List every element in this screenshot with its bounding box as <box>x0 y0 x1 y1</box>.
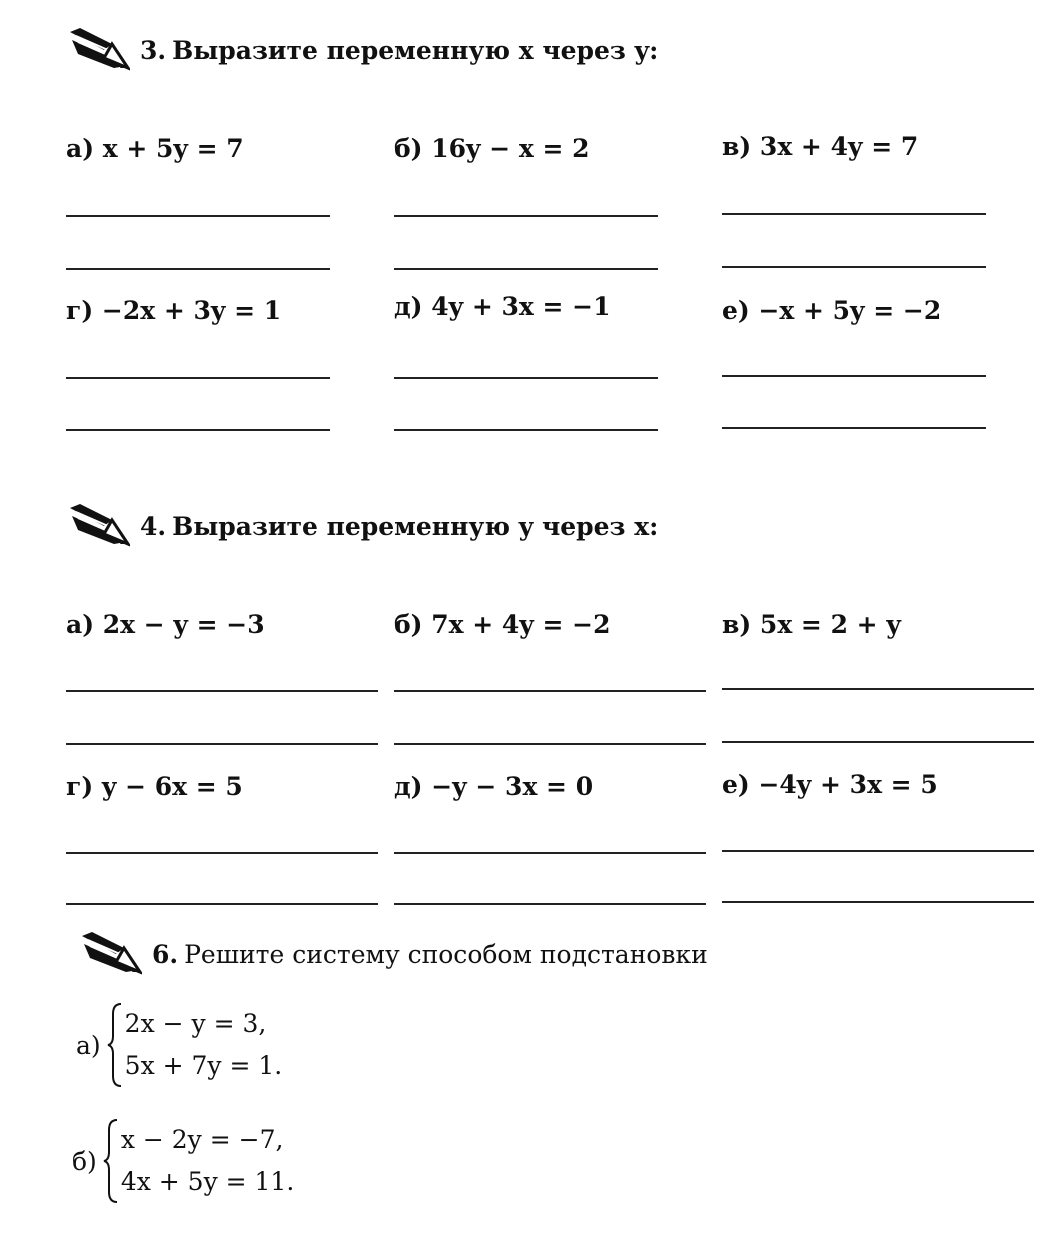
task3-title: Выразите переменную x через y: <box>172 35 659 65</box>
answer-line[interactable] <box>394 852 706 854</box>
task6-system-b <box>72 1118 294 1204</box>
answer-line[interactable] <box>722 850 1034 852</box>
task4-title: Выразите переменную y через x: <box>172 511 659 541</box>
pencil-icon <box>68 504 130 548</box>
task6-system-a <box>76 1002 282 1088</box>
answer-line[interactable] <box>66 377 330 379</box>
task4-item-b: б) 7x + 4y = −2 <box>394 610 611 639</box>
answer-line[interactable] <box>394 215 658 217</box>
system-equation: 5x + 7y = 1. <box>124 1051 283 1080</box>
system-equations <box>121 1125 294 1197</box>
task4-item-d: д) −y − 3x = 0 <box>394 772 594 801</box>
pencil-icon <box>80 932 142 976</box>
task6-title: Решите систему способом подстановки <box>184 939 708 969</box>
system-equation: x − 2y = −7, <box>120 1125 284 1154</box>
task3-item-a: а) x + 5y = 7 <box>66 134 244 163</box>
answer-line[interactable] <box>394 429 658 431</box>
answer-line[interactable] <box>66 852 378 854</box>
answer-line[interactable] <box>722 688 1034 690</box>
system-label: а) <box>76 1030 101 1060</box>
task3-item-v: в) 3x + 4y = 7 <box>722 132 919 161</box>
answer-line[interactable] <box>722 213 986 215</box>
system-equation: 2x − y = 3, <box>124 1009 267 1038</box>
answer-line[interactable] <box>722 901 1034 903</box>
answer-line[interactable] <box>66 429 330 431</box>
task3-number: 3. <box>140 35 167 65</box>
answer-line[interactable] <box>394 743 706 745</box>
task3-item-b: б) 16y − x = 2 <box>394 134 590 163</box>
task4-number: 4. <box>140 511 167 541</box>
system-label: б) <box>72 1146 97 1176</box>
task6-heading <box>80 932 708 976</box>
answer-line[interactable] <box>722 266 986 268</box>
answer-line[interactable] <box>394 268 658 270</box>
task4-heading <box>68 504 658 548</box>
answer-line[interactable] <box>722 375 986 377</box>
task3-item-d: д) 4y + 3x = −1 <box>394 292 611 321</box>
answer-line[interactable] <box>394 377 658 379</box>
task4-item-g: г) y − 6x = 5 <box>66 772 243 801</box>
answer-line[interactable] <box>394 690 706 692</box>
task4-item-e: е) −4y + 3x = 5 <box>722 770 938 799</box>
task4-item-a: а) 2x − y = −3 <box>66 610 265 639</box>
curly-brace-icon <box>103 1118 119 1204</box>
answer-line[interactable] <box>722 741 1034 743</box>
answer-line[interactable] <box>66 743 378 745</box>
system-equations <box>125 1009 283 1081</box>
answer-line[interactable] <box>66 690 378 692</box>
answer-line[interactable] <box>66 215 330 217</box>
task3-item-g: г) −2x + 3y = 1 <box>66 296 282 325</box>
task4-item-v: в) 5x = 2 + y <box>722 610 901 639</box>
curly-brace-icon <box>107 1002 123 1088</box>
answer-line[interactable] <box>722 427 986 429</box>
task6-number: 6. <box>152 939 179 969</box>
task3-item-e: е) −x + 5y = −2 <box>722 296 942 325</box>
pencil-icon <box>68 28 130 72</box>
system-equation: 4x + 5y = 11. <box>120 1167 295 1196</box>
answer-line[interactable] <box>394 903 706 905</box>
answer-line[interactable] <box>66 268 330 270</box>
answer-line[interactable] <box>66 903 378 905</box>
task3-heading <box>68 28 658 72</box>
